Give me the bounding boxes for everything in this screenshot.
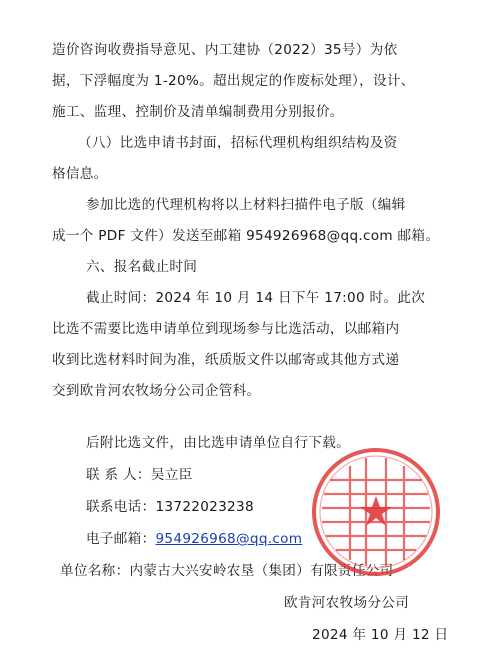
body-line-10: 比选不需要比选申请单位到现场参与比选活动，以邮箱内 <box>52 321 400 337</box>
contact-person: 联 系 人：吴立臣 <box>86 467 193 483</box>
official-seal-stamp <box>310 446 442 578</box>
contact-email-link[interactable]: 954926968@qq.com <box>155 531 303 547</box>
body-line-4: （八）比选申请书封面，招标代理机构组织结构及资 <box>78 135 398 151</box>
unit-name: 单位名称：内蒙古大兴安岭农垦（集团）有限责任公司 <box>60 563 394 579</box>
body-line-12: 交到欧肯河农牧场分公司企管科。 <box>52 383 261 399</box>
body-line-6: 参加比选的代理机构将以上材料扫描件电子版（编辑 <box>86 197 406 213</box>
body-line-2: 据，下浮幅度为 1-20%。超出规定的作废标处理），设计、 <box>52 73 415 89</box>
section-heading: 六、报名截止时间 <box>86 259 198 275</box>
contact-email-row <box>86 530 302 548</box>
body-line-3: 施工、监理、控制价及清单编制费用分别报价。 <box>52 104 344 120</box>
branch-name: 欧肯河农牧场分公司 <box>284 595 410 611</box>
contact-phone: 联系电话：13722023238 <box>86 499 254 515</box>
body-line-1: 造价咨询收费指导意见、内工建协（2022）35号）为依 <box>52 42 398 58</box>
attachment-note: 后附比选文件，由比选申请单位自行下载。 <box>86 435 350 451</box>
body-line-7: 成一个 PDF 文件）发送至邮箱 954926968@qq.com 邮箱。 <box>52 228 440 244</box>
issue-date: 2024 年 10 月 12 日 <box>312 627 449 643</box>
body-line-9: 截止时间：2024 年 10 月 14 日下午 17:00 时。此次 <box>86 290 426 306</box>
contact-email-label: 电子邮箱： <box>86 531 156 547</box>
body-line-11: 收到比选材料时间为准，纸质版文件以邮寄或其他方式递 <box>52 352 400 368</box>
body-line-5: 格信息。 <box>52 166 108 182</box>
